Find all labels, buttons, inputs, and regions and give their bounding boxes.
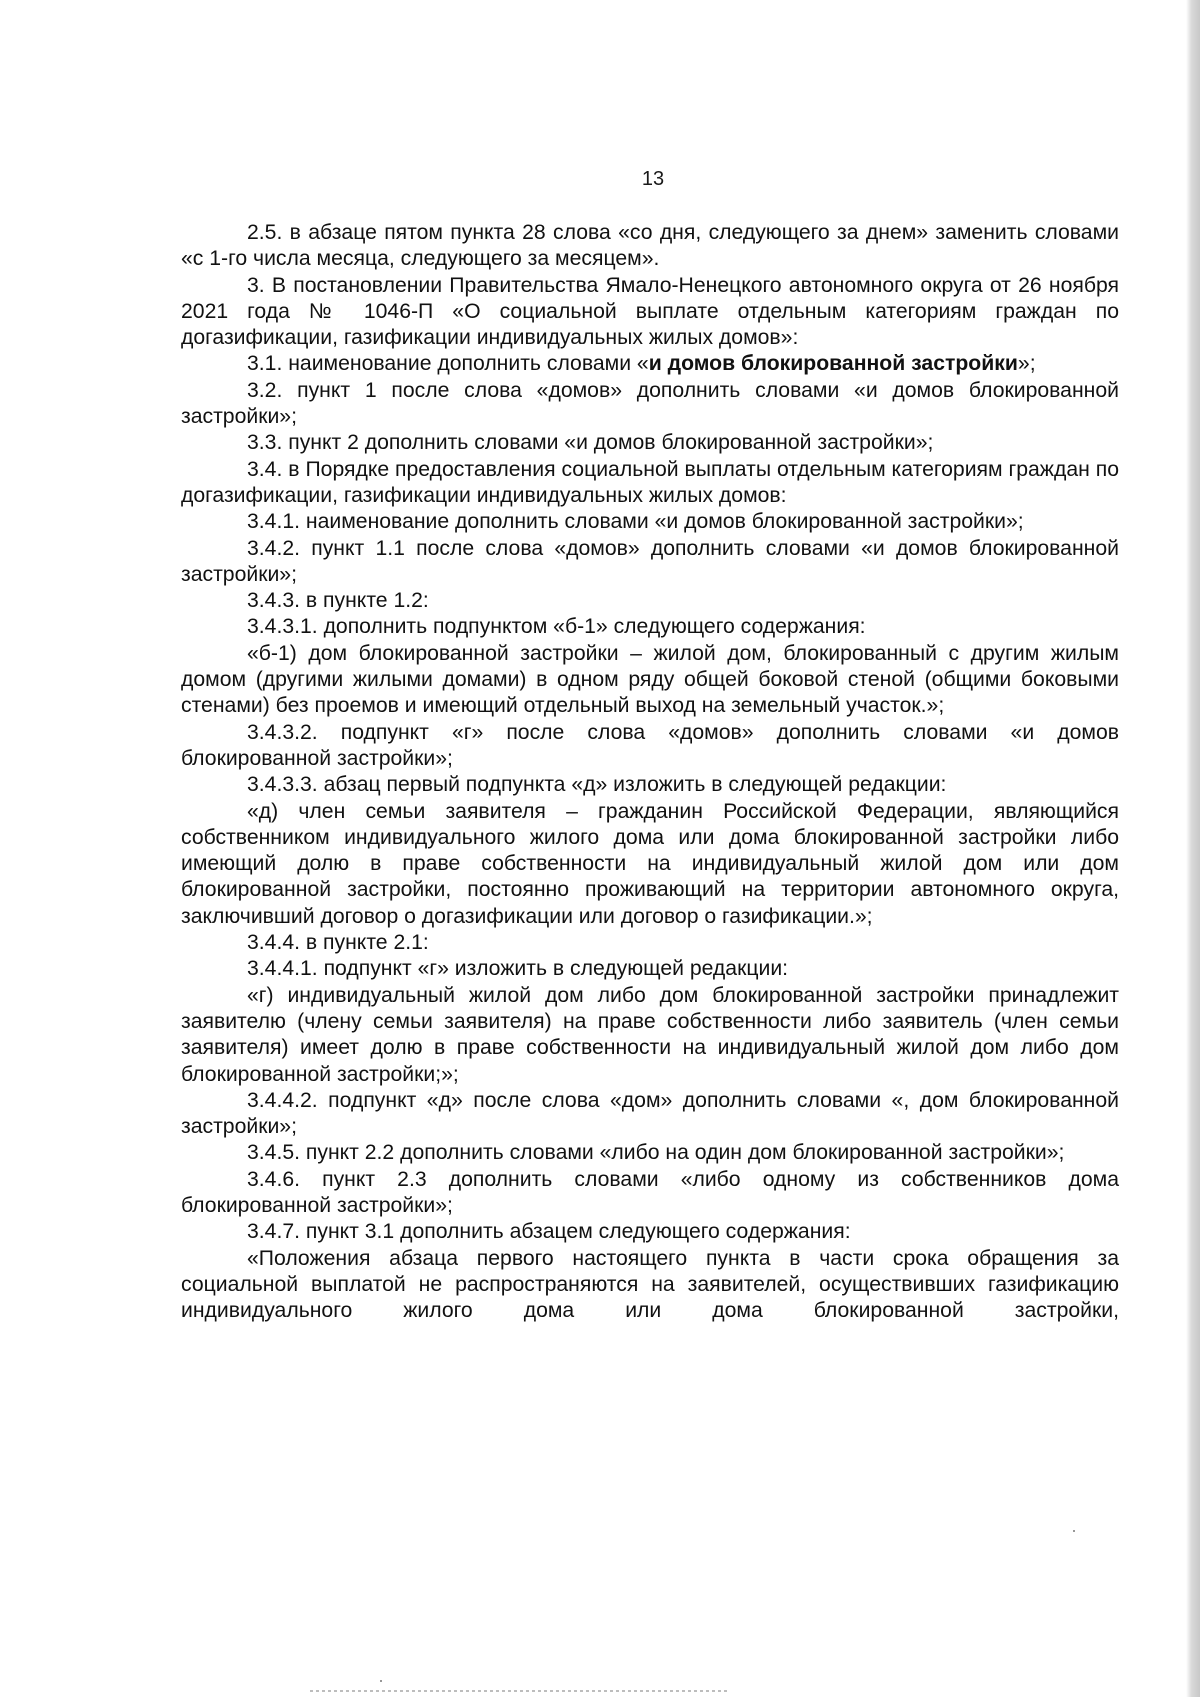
paragraph-3-4-4-2: 3.4.4.2. подпункт «д» после слова «дом» дополнить словами «, дом блокированной застройки»; bbox=[181, 1088, 1119, 1139]
paragraph-3-4-5: 3.4.5. пункт 2.2 дополнить словами «либо на один дом блокированной застройки»; bbox=[247, 1141, 1065, 1165]
scan-speck bbox=[380, 1680, 382, 1682]
paragraph-3-2: 3.2. пункт 1 после слова «домов» дополнить словами «и домов блокированной застройки»; bbox=[181, 378, 1119, 429]
document-body bbox=[181, 220, 1119, 1324]
scan-speck bbox=[1073, 1530, 1075, 1532]
paragraph-3-4-3-3: 3.4.3.3. абзац первый подпункта «д» изложить в следующей редакции: bbox=[247, 773, 947, 797]
paragraph-3-4-4: 3.4.4. в пункте 2.1: bbox=[247, 931, 429, 955]
paragraph-b-1-definition: «б-1) дом блокированной застройки – жилой дом, блокированный с другим жилым домом (другими жилыми домами) в одном ряду общей боковой стеной (общими боковыми стенами) без проемов и имеющий отдельный выход на земельный участок.»; bbox=[181, 641, 1119, 718]
paragraph-g-definition: «г) индивидуальный жилой дом либо дом блокированной застройки принадлежит заявителю (члену семьи заявителя) на праве собственности либо заявитель (член семьи заявителя) имеет долю в праве собственности на индивидуальный жилой дом либо дом блокированной застройки;»; bbox=[181, 983, 1119, 1086]
paragraph-3-3: 3.3. пункт 2 дополнить словами «и домов блокированной застройки»; bbox=[247, 431, 934, 455]
paragraph-3-4-4-1: 3.4.4.1. подпункт «г» изложить в следующей редакции: bbox=[247, 957, 789, 981]
paragraph-3-4-3: 3.4.3. в пункте 1.2: bbox=[247, 589, 429, 613]
page-number: 13 bbox=[641, 168, 665, 190]
scan-bottom-artifact bbox=[310, 1690, 730, 1692]
paragraph-3-4-1: 3.4.1. наименование дополнить словами «и домов блокированной застройки»; bbox=[247, 510, 1024, 534]
paragraph-3: 3. В постановлении Правительства Ямало-Ненецкого автономного округа от 26 ноября 2021 года № 1046-П «О социальной выплате отдельным категориям граждан по догазификации, газификации индивидуальных жилых домов»: bbox=[181, 273, 1119, 350]
scan-edge-shadow bbox=[1186, 0, 1200, 1697]
paragraph-3-4-2: 3.4.2. пункт 1.1 после слова «домов» дополнить словами «и домов блокированной застройки»; bbox=[181, 536, 1119, 586]
paragraph-3-4-3-2: 3.4.3.2. подпункт «г» после слова «домов» дополнить словами «и домов блокированной застройки»; bbox=[181, 720, 1119, 770]
paragraph-provisions-continued: «Положения абзаца первого настоящего пункта в части срока обращения за социальной выплатой не распространяются на заявителей, осуществивших газификацию индивидуального жилого дома или дома блокированной застройки, bbox=[181, 1246, 1119, 1323]
paragraph-d-definition: «д) член семьи заявителя – гражданин Российской Федерации, являющийся собственником индивидуального жилого дома или дома блокированной застройки либо имеющий долю в праве собственности на индивидуальный жилой дом или дом блокированной застройки, постоянно проживающий на территории автономного округа, заключивший договор о догазификации или договор о газификации.»; bbox=[181, 799, 1119, 928]
paragraph-3-4: 3.4. в Порядке предоставления социальной выплаты отдельным категориям граждан по догазификации, газификации индивидуальных жилых домов: bbox=[181, 457, 1119, 507]
paragraph-3-1-text: 3.1. наименование дополнить словами « bbox=[247, 352, 649, 376]
paragraph-3-4-6: 3.4.6. пункт 2.3 дополнить словами «либо одному из собственников дома блокированной застройки»; bbox=[181, 1167, 1119, 1217]
paragraph-3-1-end: »; bbox=[1017, 352, 1036, 376]
paragraph-3-4-3-1: 3.4.3.1. дополнить подпунктом «б-1» следующего содержания: bbox=[247, 615, 866, 639]
paragraph-3-4-7: 3.4.7. пункт 3.1 дополнить абзацем следующего содержания: bbox=[247, 1220, 851, 1244]
paragraph-3-1 bbox=[181, 351, 1119, 377]
paragraph-2-5: 2.5. в абзаце пятом пункта 28 слова «со дня, следующего за днем» заменить словами «с 1-го числа месяца, следующего за месяцем». bbox=[181, 221, 1119, 271]
paragraph-3-1-bold-text: и домов блокированной застройки bbox=[648, 352, 1018, 376]
